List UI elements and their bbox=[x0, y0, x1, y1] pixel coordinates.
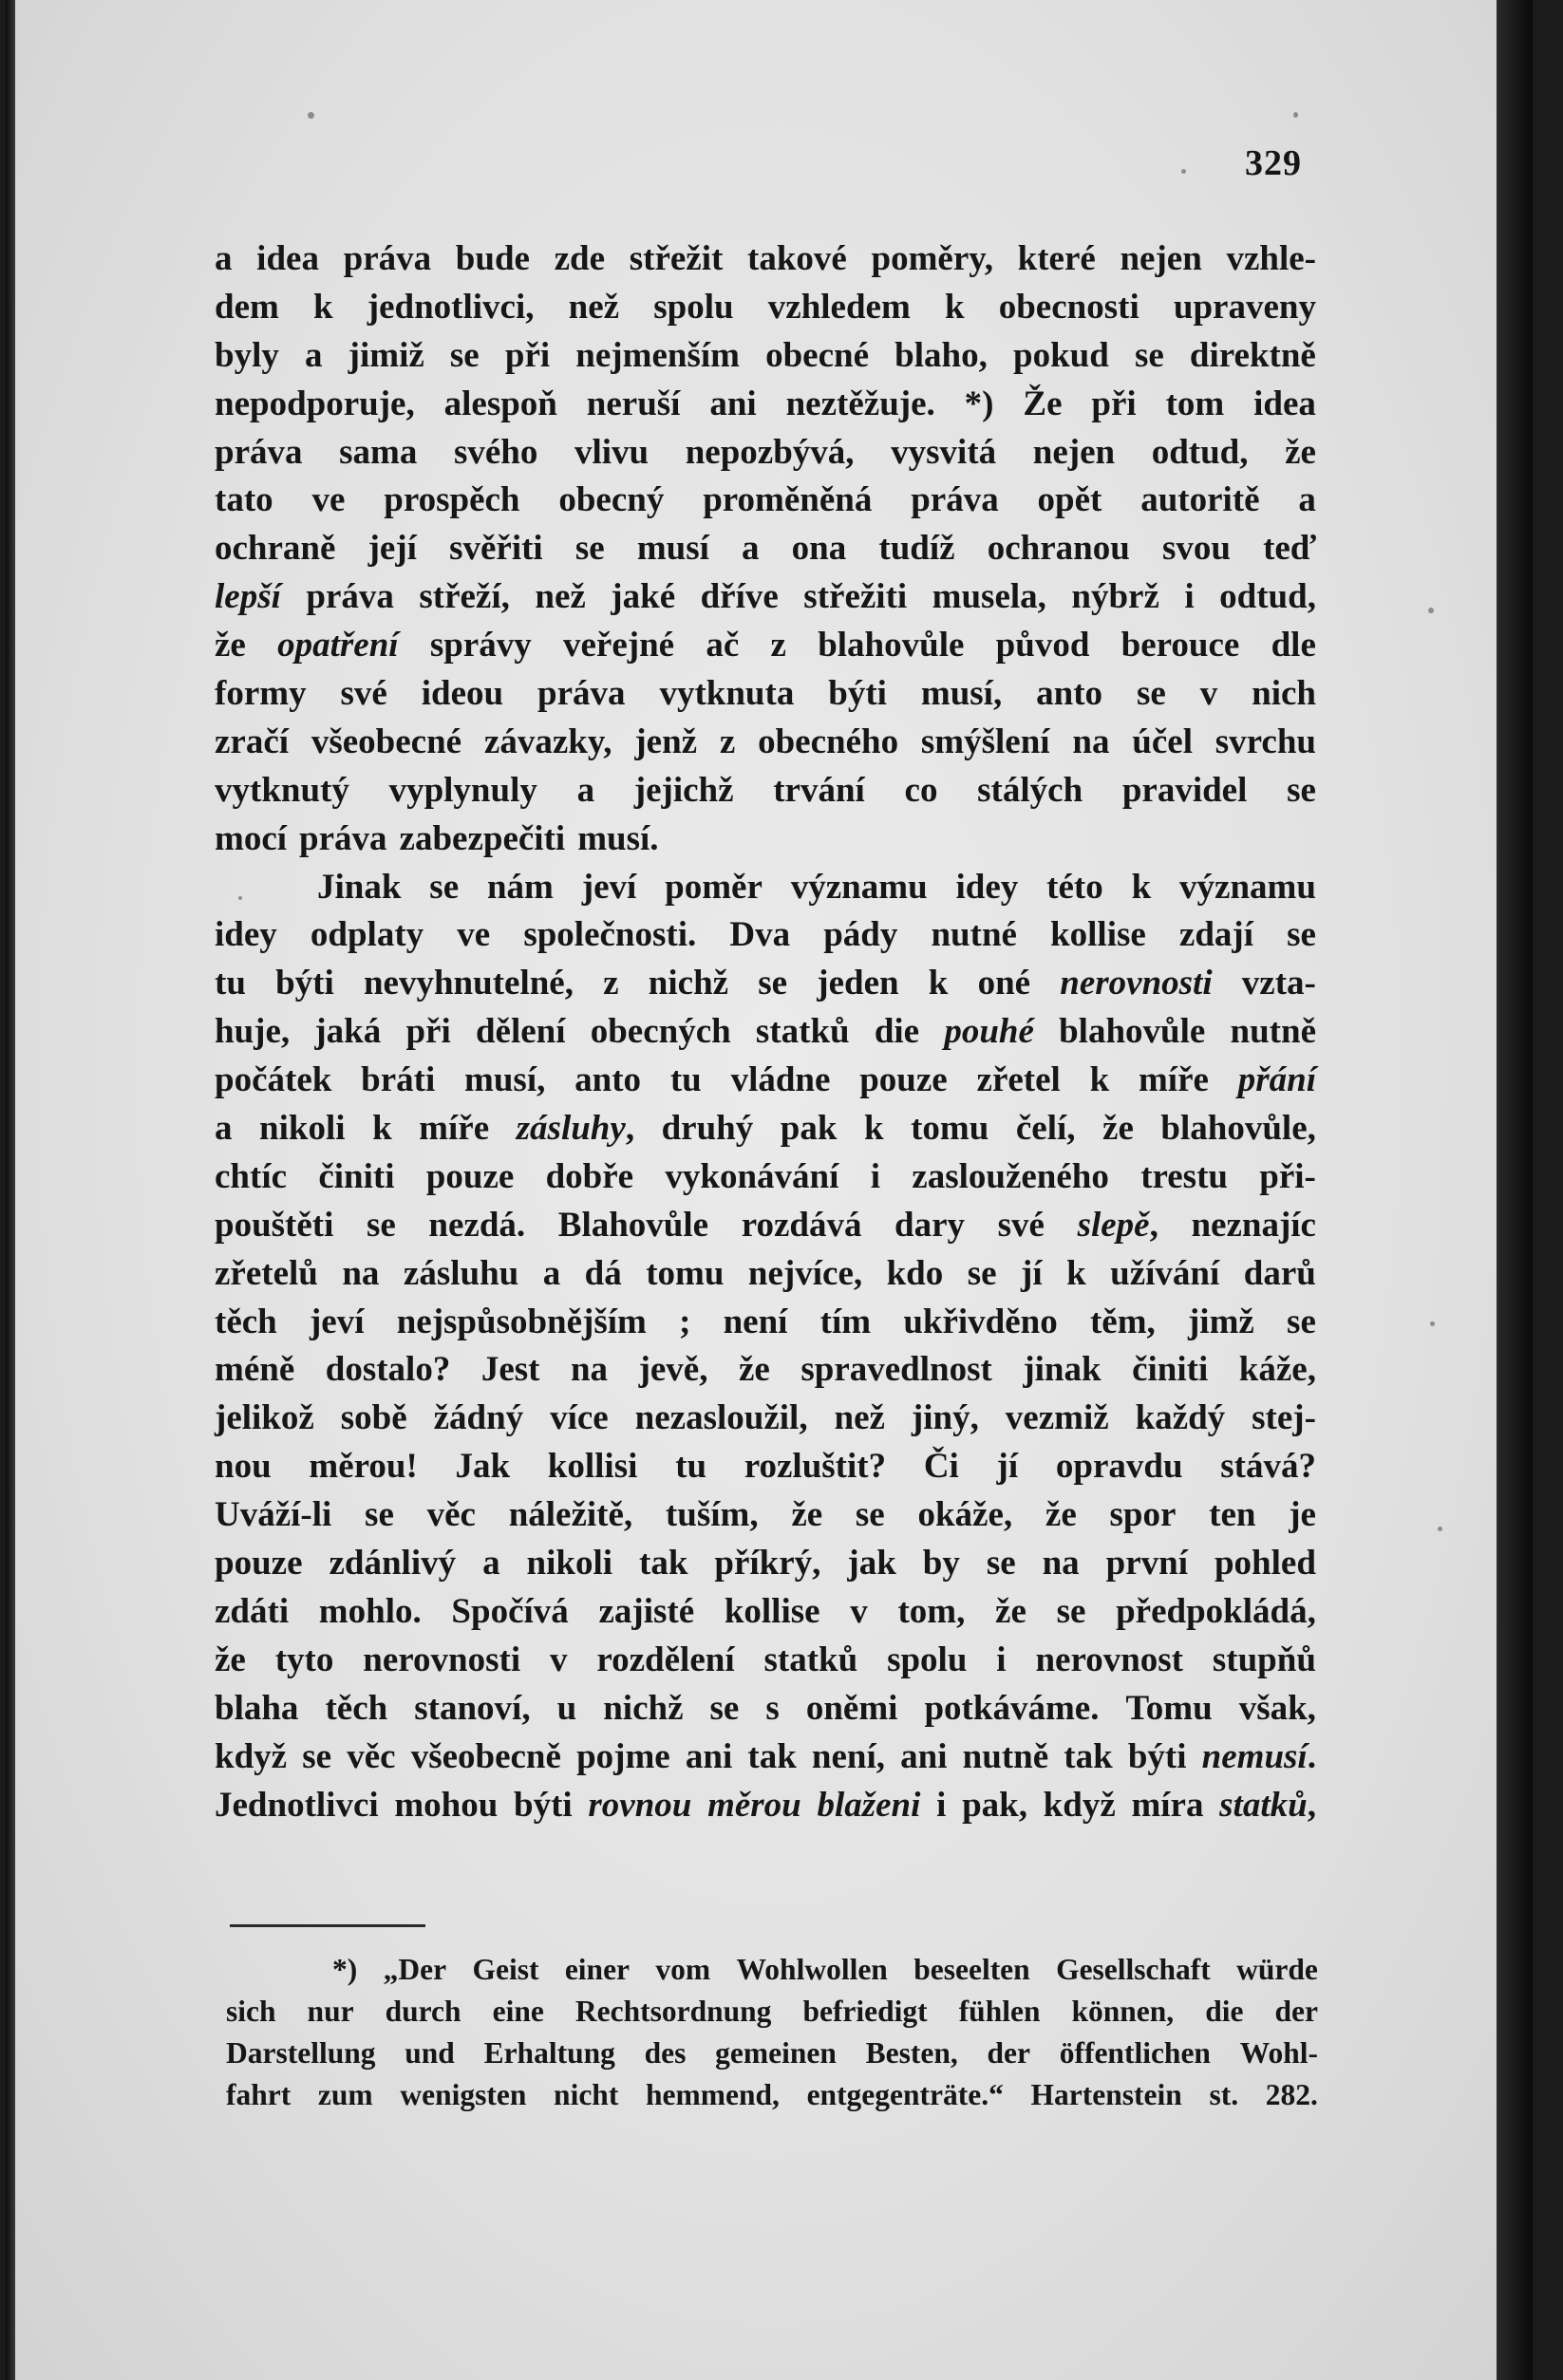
text-line: lepší práva střeží, než jaké dříve střežiti musela, nýbrž i odtud, bbox=[215, 577, 1316, 617]
text-line: tu býti nevyhnutelné, z nichž se jeden k oné nerovnosti vzta- bbox=[215, 964, 1316, 1003]
paper-speck bbox=[1181, 169, 1186, 174]
text-line: tato ve prospěch obecný proměněná práva opět autoritě a bbox=[215, 480, 1316, 520]
text-line: Jednotlivci mohou býti rovnou měrou blaženi i pak, když míra statků, bbox=[215, 1785, 1316, 1825]
book-page bbox=[6, 0, 1533, 2380]
text-line: a nikoli k míře zásluhy, druhý pak k tomu čelí, že blahovůle, bbox=[215, 1109, 1316, 1149]
page-number: 329 bbox=[1245, 143, 1302, 183]
text-line: pouštěti se nezdá. Blahovůle rozdává dary své slepě, neznajíc bbox=[215, 1205, 1316, 1245]
footnote-line: sich nur durch eine Rechtsordnung befriedigt fühlen können, die der bbox=[226, 1995, 1318, 2028]
text-line: že tyto nerovnosti v rozdělení statků spolu i nerovnost stupňů bbox=[215, 1640, 1316, 1679]
text-line: nepodporuje, alespoň neruší ani neztěžuje. *) Že při tom idea bbox=[215, 384, 1316, 423]
text-line: idey odplaty ve společnosti. Dva pády nutné kollise zdají se bbox=[215, 915, 1316, 955]
text-line: Uváží-li se věc náležitě, tuším, že se okáže, že spor ten je bbox=[215, 1495, 1316, 1535]
text-line: těch jeví nejspůsobnějším ; není tím ukřivděno těm, jimž se bbox=[215, 1302, 1316, 1341]
text-line: vytknutý vyplynuly a jejichž trvání co stálých pravidel se bbox=[215, 770, 1316, 810]
text-line: zdáti mohlo. Spočívá zajisté kollise v tom, že se předpokládá, bbox=[215, 1591, 1316, 1631]
page-edge-left bbox=[6, 0, 15, 2380]
footnote-line: *) „Der Geist einer vom Wohlwollen beseelten Gesellschaft würde bbox=[332, 1953, 1318, 1986]
text-line: nou měrou! Jak kollisi tu rozluštit? Či jí opravdu stává? bbox=[215, 1447, 1316, 1487]
paper-speck bbox=[1430, 1321, 1435, 1326]
body-text bbox=[215, 235, 1316, 1829]
paper-speck bbox=[1438, 1527, 1442, 1531]
paper-speck bbox=[308, 112, 314, 119]
text-line: pouze zdánlivý a nikoli tak příkrý, jak by se na první pohled bbox=[215, 1544, 1316, 1584]
text-line: ochraně její svěřiti se musí a ona tudíž ochranou svou teď bbox=[215, 529, 1316, 569]
text-line: mocí práva zabezpečiti musí. bbox=[215, 818, 659, 858]
text-line: když se věc všeobecně pojme ani tak není, ani nutně tak býti nemusí. bbox=[215, 1736, 1316, 1776]
footnote-rule bbox=[230, 1924, 425, 1927]
page-edge-right bbox=[1497, 0, 1533, 2380]
text-line: a idea práva bude zde střežit takové poměry, které nejen vzhle- bbox=[215, 239, 1316, 278]
footnote-line: Darstellung und Erhaltung des gemeinen Besten, der öffentlichen Wohl- bbox=[226, 2036, 1318, 2070]
text-line: dem k jednotlivci, než spolu vzhledem k obecnosti upraveny bbox=[215, 287, 1316, 327]
text-line: zřetelů na zásluhu a dá tomu nejvíce, kdo se jí k užívání darů bbox=[215, 1253, 1316, 1293]
text-line: chtíc činiti pouze dobře vykonávání i zaslouženého trestu při- bbox=[215, 1156, 1316, 1196]
footnote bbox=[226, 1949, 1318, 2116]
text-line: že opatření správy veřejné ač z blahovůle původ berouce dle bbox=[215, 626, 1316, 665]
text-line: práva sama svého vlivu nepozbývá, vysvitá nejen odtud, že bbox=[215, 432, 1316, 472]
text-line: Jinak se nám jeví poměr významu idey této k významu bbox=[317, 867, 1316, 907]
text-line: huje, jaká při dělení obecných statků die pouhé blahovůle nutně bbox=[215, 1012, 1316, 1052]
text-line: formy své ideou práva vytknuta býti musí, anto se v nich bbox=[215, 674, 1316, 714]
paper-speck bbox=[1428, 608, 1434, 613]
text-line: počátek bráti musí, anto tu vládne pouze zřetel k míře přání bbox=[215, 1060, 1316, 1100]
paper-speck bbox=[238, 896, 242, 900]
footnote-line: fahrt zum wenigsten nicht hemmend, entgegenträte.“ Hartenstein st. 282. bbox=[226, 2078, 1318, 2111]
text-line: zračí všeobecné závazky, jenž z obecného smýšlení na účel svrchu bbox=[215, 721, 1316, 761]
text-line: méně dostalo? Jest na jevě, že spravedlnost jinak činiti káže, bbox=[215, 1350, 1316, 1390]
text-line: blaha těch stanoví, u nichž se s oněmi potkáváme. Tomu však, bbox=[215, 1688, 1316, 1728]
paper-speck bbox=[1293, 112, 1298, 118]
text-line: byly a jimiž se při nejmenším obecné blaho, pokud se direktně bbox=[215, 335, 1316, 375]
text-line: jelikož sobě žádný více nezasloužil, než jiný, vezmiž každý stej- bbox=[215, 1398, 1316, 1438]
